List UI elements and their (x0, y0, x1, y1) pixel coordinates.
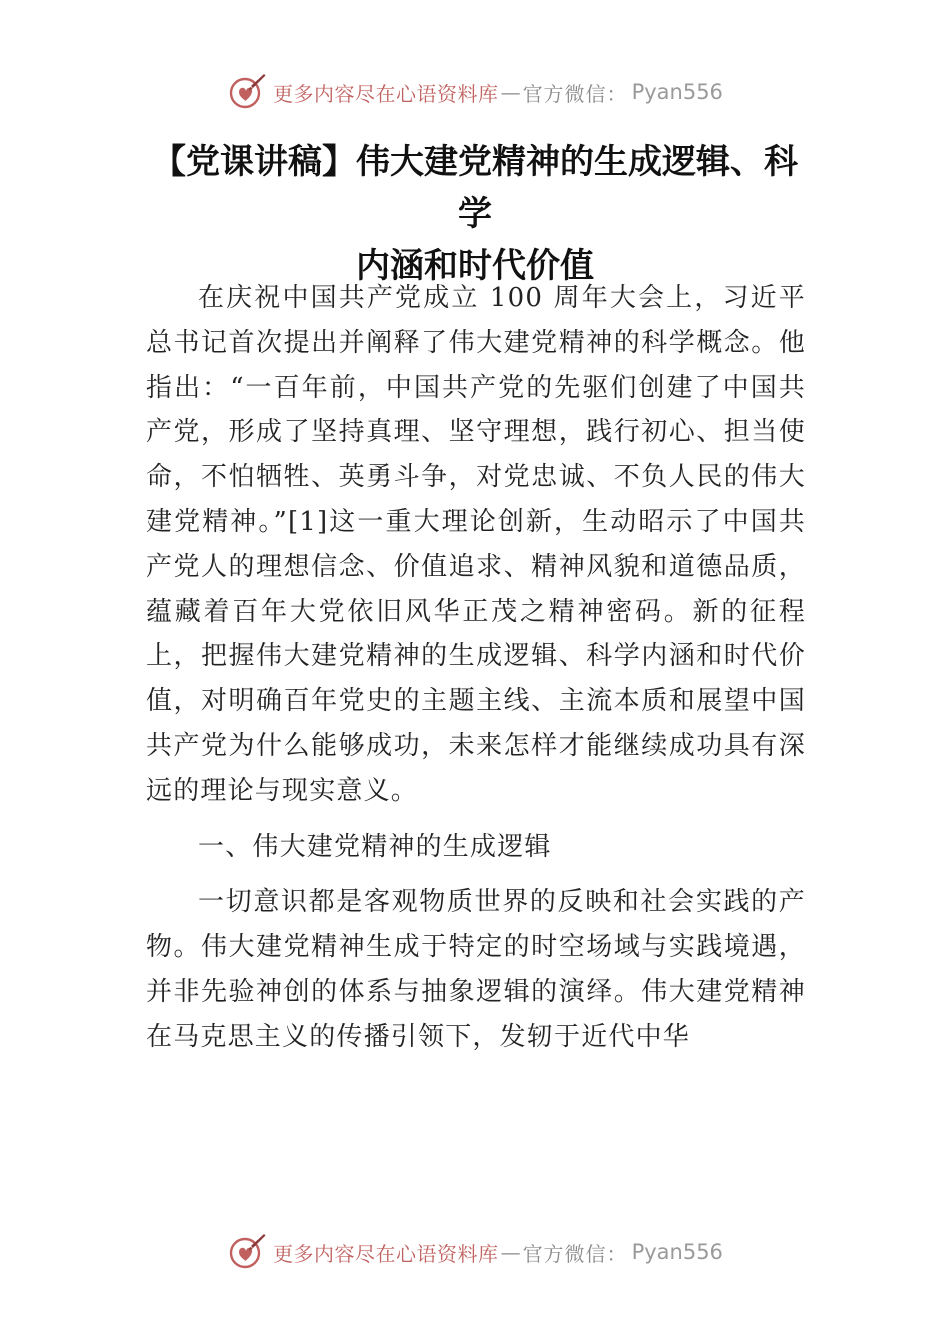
pen-heart-logo-icon (227, 72, 267, 112)
document-title (140, 136, 810, 292)
intro-paragraph: 在庆祝中国共产党成立 100 周年大会上，习近平总书记首次提出并阐释了伟大建党精神的科学概念。他指出：“一百年前，中国共产党的先驱们创建了中国共产党，形成了坚持真理、坚守理想，践行初心、担当使命，不怕牺牲、英勇斗争，对党忠诚、不负人民的伟大建党精神。”[1]这一重大理论创新，生动昭示了中国共产党人的理想信念、价值追求、精神风貌和道德品质，蕴藏着百年大党依旧风华正茂之精神密码。新的征程上，把握伟大建党精神的生成逻辑、科学内涵和时代价值，对明确百年党史的主题主线、主流本质和展望中国共产党为什么能够成功，未来怎样才能继续成功具有深远的理论与现实意义。 (146, 283, 806, 806)
banner-wechat-id: Pyan556 (631, 1240, 723, 1264)
banner-sub-text: 官方微信： (522, 1241, 628, 1266)
banner-main-text: 更多内容尽在心语资料库 (273, 81, 499, 106)
title-line-2: 内涵和时代价值 (356, 246, 594, 286)
document-body (146, 276, 806, 1060)
banner-main-text: 更多内容尽在心语资料库 (273, 1241, 499, 1266)
header-banner (0, 70, 950, 114)
banner-wechat-id: Pyan556 (631, 80, 723, 104)
footer-banner (0, 1230, 950, 1274)
section-heading: 一、伟大建党精神的生成逻辑 (198, 831, 552, 862)
title-line-1: 【党课讲稿】伟大建党精神的生成逻辑、科学 (152, 142, 798, 234)
banner-dash: — (500, 1240, 521, 1264)
banner-sub-text: 官方微信： (522, 81, 628, 106)
banner-dash: — (500, 80, 521, 104)
pen-heart-logo-icon (227, 1232, 267, 1272)
body-paragraph: 一切意识都是客观物质世界的反映和社会实践的产物。伟大建党精神生成于特定的时空场域与实践境遇，并非先验神创的体系与抽象逻辑的演绎。伟大建党精神在马克思主义的传播引领下，发轫于近代中华 (146, 887, 806, 1052)
